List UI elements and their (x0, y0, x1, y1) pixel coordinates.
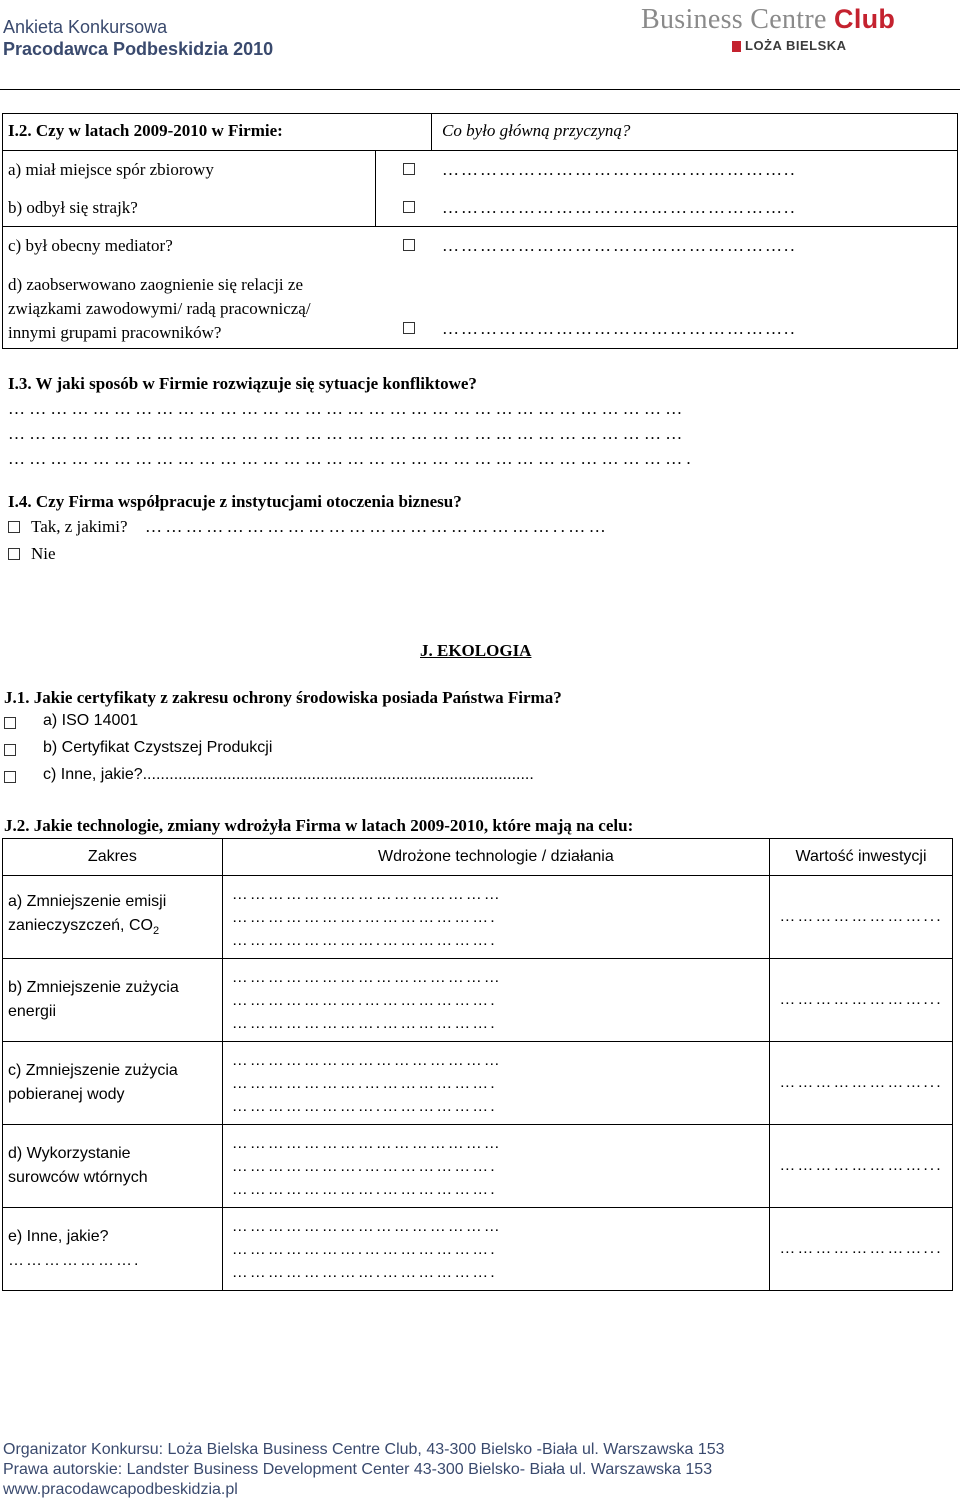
i4-yes-answer[interactable]: ……………………………………………………..…… (145, 517, 610, 536)
i2-row-c-checkbox[interactable] (403, 239, 415, 251)
i4-heading: I.4. Czy Firma współpracuje z instytucjami otoczenia biznesu? (8, 492, 462, 511)
col-header-wartosc: Wartość inwestycji (770, 839, 953, 876)
footer-website-link[interactable]: www.pracodawcapodbeskidzia.pl (3, 1481, 238, 1498)
header-divider (0, 89, 960, 90)
i2-cause-label: Co było główną przyczyną? (442, 121, 631, 140)
logo-mark-icon (732, 41, 741, 52)
i2-row-b-answer[interactable]: ……………………………………………….. (442, 198, 797, 217)
bcc-logo (641, 4, 941, 56)
i2-row-d-label-l1: d) zaobserwowano zaognienie się relacji ze (8, 275, 303, 294)
i2-row-a-answer[interactable]: ……………………………………………….. (442, 160, 797, 179)
i4-yes-label: Tak, z jakimi? (31, 517, 128, 536)
table-row (3, 959, 953, 1042)
footer-organizer: Organizator Konkursu: Loża Bielska Business Centre Club, 43-300 Bielsko -Biała ul. Warszawska 153 (3, 1441, 725, 1458)
j1-opt-a-checkbox[interactable] (4, 717, 16, 729)
j1-heading: J.1. Jakie certyfikaty z zakresu ochrony środowiska posiada Państwa Firma? (4, 688, 562, 707)
table-row (3, 876, 953, 959)
footer-copyright: Prawa autorskie: Landster Business Development Center 43-300 Bielsko- Biała ul. Warszawska 153 (3, 1461, 713, 1478)
j2-table-header (3, 839, 953, 876)
j1-opt-c-checkbox[interactable] (4, 771, 16, 783)
col-header-technologie: Wdrożone technologie / działania (222, 839, 769, 876)
row-wartosc-answer[interactable]: ……………………... (770, 1042, 953, 1125)
i2-row-d-label-l3: innymi grupami pracowników? (8, 323, 222, 342)
i4-no-label: Nie (31, 544, 56, 563)
logo-text: Business Centre (641, 4, 835, 35)
row-wartosc-answer[interactable]: ……………………... (770, 959, 953, 1042)
i2-row-d-label-l2: związkami zawodowymi/ radą pracowniczą/ (8, 299, 311, 318)
logo-club-text: Club (834, 4, 896, 34)
table-row (3, 1208, 953, 1291)
i2-row-c-label: c) był obecny mediator? (8, 236, 173, 255)
row-label: a) Zmniejszenie emisji zanieczyszczeń, $CO_2$ (3, 876, 223, 959)
row-wartosc-answer[interactable]: ……………………... (770, 1208, 953, 1291)
row-technologie-answer[interactable]: ……………………………………… ………………….…………………. …………………….………………. (222, 1125, 769, 1208)
i2-row-d-label (8, 273, 311, 345)
i2-row-a-checkbox[interactable] (403, 163, 415, 175)
row-technologie-answer[interactable]: ……………………………………… ………………….…………………. …………………….………………. (222, 876, 769, 959)
j1-opt-a-label: a) ISO 14001 (43, 712, 139, 729)
j1-opt-b-checkbox[interactable] (4, 744, 16, 756)
row-label: b) Zmniejszenie zużycia energii (3, 959, 223, 1042)
i2-row-c-answer[interactable]: ……………………………………………….. (442, 236, 797, 255)
row-label: d) Wykorzystanie surowców wtórnych (3, 1125, 223, 1208)
j2-table (2, 838, 953, 1291)
survey-title: Ankieta Konkursowa (3, 17, 168, 37)
i4-no-checkbox[interactable] (8, 548, 20, 560)
table-row (3, 1042, 953, 1125)
i3-answer-line-2[interactable]: …………………………………………………………………………………… (8, 424, 687, 443)
i3-answer-line-3[interactable]: ……………………………………………………………………………………. (8, 449, 695, 468)
j2-heading: J.2. Jakie technologie, zmiany wdrożyła Firma w latach 2009-2010, które mają na celu: (4, 816, 634, 835)
section-title-ekologia: J. EKOLOGIA (420, 641, 532, 660)
row-wartosc-answer[interactable]: ……………………... (770, 876, 953, 959)
row-wartosc-answer[interactable]: ……………………... (770, 1125, 953, 1208)
col-header-zakres: Zakres (3, 839, 223, 876)
j1-opt-b-label: b) Certyfikat Czystszej Produkcji (43, 739, 273, 756)
i3-heading: I.3. W jaki sposób w Firmie rozwiązuje się sytuacje konfliktowe? (8, 374, 477, 393)
row-technologie-answer[interactable]: ……………………………………… ………………….…………………. …………………….………………. (222, 1208, 769, 1291)
row-label: c) Zmniejszenie zużycia pobieranej wody (3, 1042, 223, 1125)
row-label: e) Inne, jakie? …………………. (3, 1208, 223, 1291)
i2-heading: I.2. Czy w latach 2009-2010 w Firmie: (8, 121, 283, 140)
table-row (3, 1125, 953, 1208)
i2-row-d-answer[interactable]: ……………………………………………….. (442, 319, 797, 338)
i4-yes-checkbox[interactable] (8, 521, 20, 533)
page-footer (3, 1440, 725, 1500)
i2-row-b-label: b) odbył się strajk? (8, 198, 138, 217)
i3-answer-line-1[interactable]: …………………………………………………………………………………… (8, 399, 687, 418)
j1-opt-c-label[interactable]: c) Inne, jakie?........................................................................................ (43, 766, 534, 783)
contest-title: Pracodawca Podbeskidzia 2010 (3, 39, 274, 59)
i2-row-d-checkbox[interactable] (403, 322, 415, 334)
row-technologie-answer[interactable]: ……………………………………… ………………….…………………. …………………….………………. (222, 1042, 769, 1125)
i2-row-b-checkbox[interactable] (403, 201, 415, 213)
i2-row-a-label: a) miał miejsce spór zbiorowy (8, 160, 214, 179)
row-technologie-answer[interactable]: ……………………………………… ………………….…………………. …………………….………………. (222, 959, 769, 1042)
logo-subtitle: LOŻA BIELSKA (745, 38, 847, 53)
header-title (3, 16, 273, 60)
